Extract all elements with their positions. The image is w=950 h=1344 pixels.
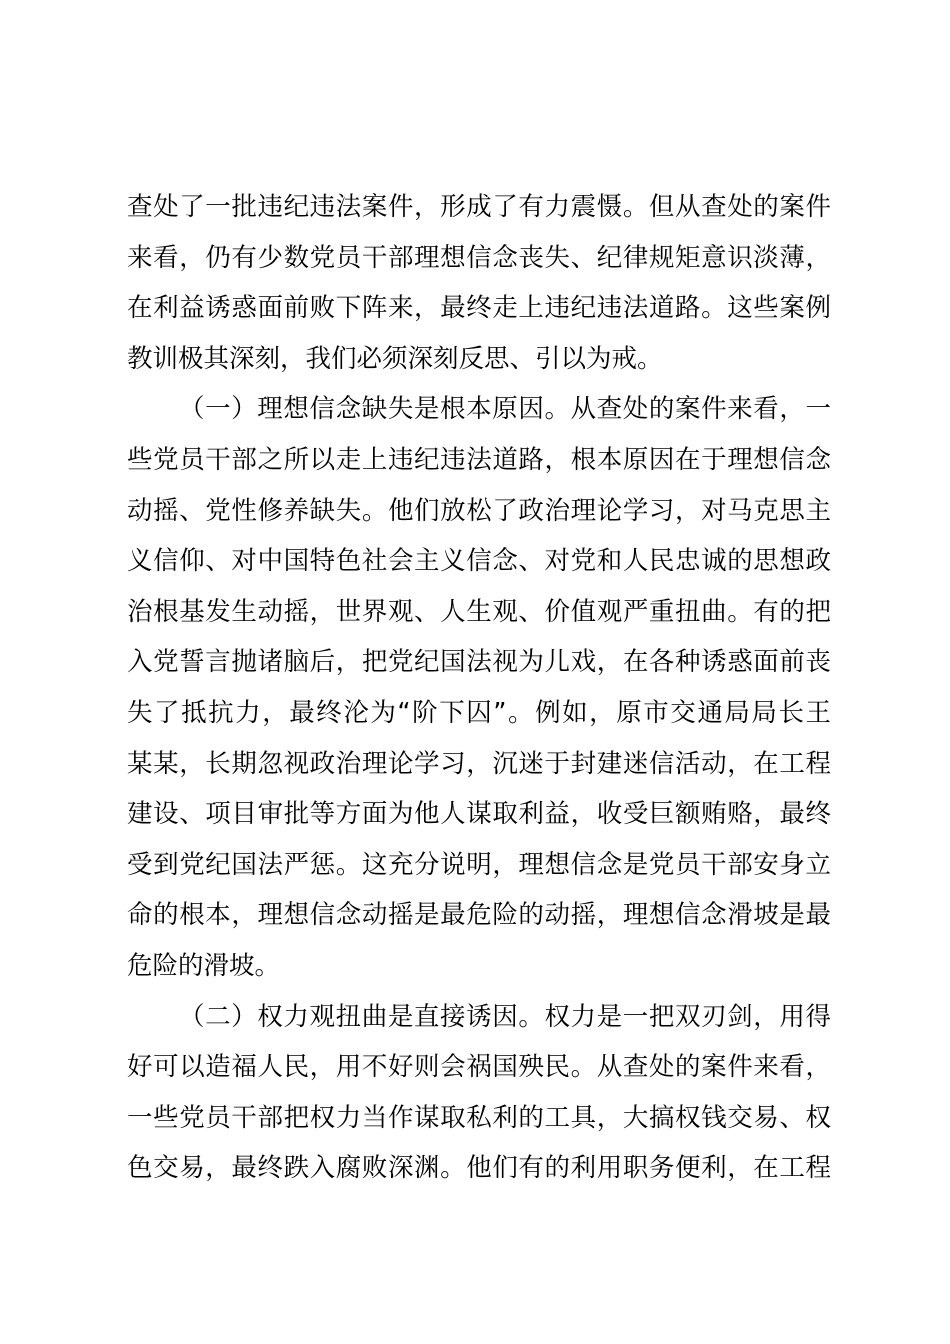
text-line: 危险的滑坡。 <box>127 950 281 981</box>
text-line: 义信仰、对中国特色社会主义信念、对党和人民忠诚的思想政 <box>127 546 831 577</box>
text-line: 来看，仍有少数党员干部理想信念丧失、纪律规矩意识淡薄， <box>127 242 831 273</box>
text-line: 失了抵抗力，最终沦为“阶下囚”。例如，原市交通局局长王 <box>127 697 831 728</box>
text-line: 某某，长期忽视政治理论学习，沉迷于封建迷信活动，在工程 <box>127 748 831 779</box>
text-line: 命的根本，理想信念动摇是最危险的动摇，理想信念滑坡是最 <box>127 900 831 931</box>
text-line: 受到党纪国法严惩。这充分说明，理想信念是党员干部安身立 <box>127 849 831 880</box>
text-line: 治根基发生动摇，世界观、人生观、价值观严重扭曲。有的把 <box>127 596 831 627</box>
text-line: 些党员干部之所以走上违纪违法道路，根本原因在于理想信念 <box>127 444 831 475</box>
text-line: 教训极其深刻，我们必须深刻反思、引以为戒。 <box>127 343 663 374</box>
text-line: 色交易，最终跌入腐败深渊。他们有的利用职务便利，在工程 <box>127 1153 831 1184</box>
text-line: 查处了一批违纪违法案件，形成了有力震慑。但从查处的案件 <box>127 192 831 222</box>
text-line: 一些党员干部把权力当作谋取私利的工具，大搞权钱交易、权 <box>127 1102 831 1133</box>
document-body <box>127 182 831 1194</box>
text-line: 好可以造福人民，用不好则会祸国殃民。从查处的案件来看， <box>127 1052 831 1083</box>
paragraph-heading-line: （二）权力观扭曲是直接诱因。权力是一把双刃剑，用得 <box>179 1001 831 1032</box>
text-line: 动摇、党性修养缺失。他们放松了政治理论学习，对马克思主 <box>127 495 831 526</box>
paragraph-heading-line: （一）理想信念缺失是根本原因。从查处的案件来看，一 <box>179 394 831 425</box>
text-line: 在利益诱惑面前败下阵来，最终走上违纪违法道路。这些案例 <box>127 293 831 324</box>
text-line: 建设、项目审批等方面为他人谋取利益，收受巨额贿赂，最终 <box>127 799 831 830</box>
text-line: 入党誓言抛诸脑后，把党纪国法视为儿戏，在各种诱惑面前丧 <box>127 647 831 678</box>
